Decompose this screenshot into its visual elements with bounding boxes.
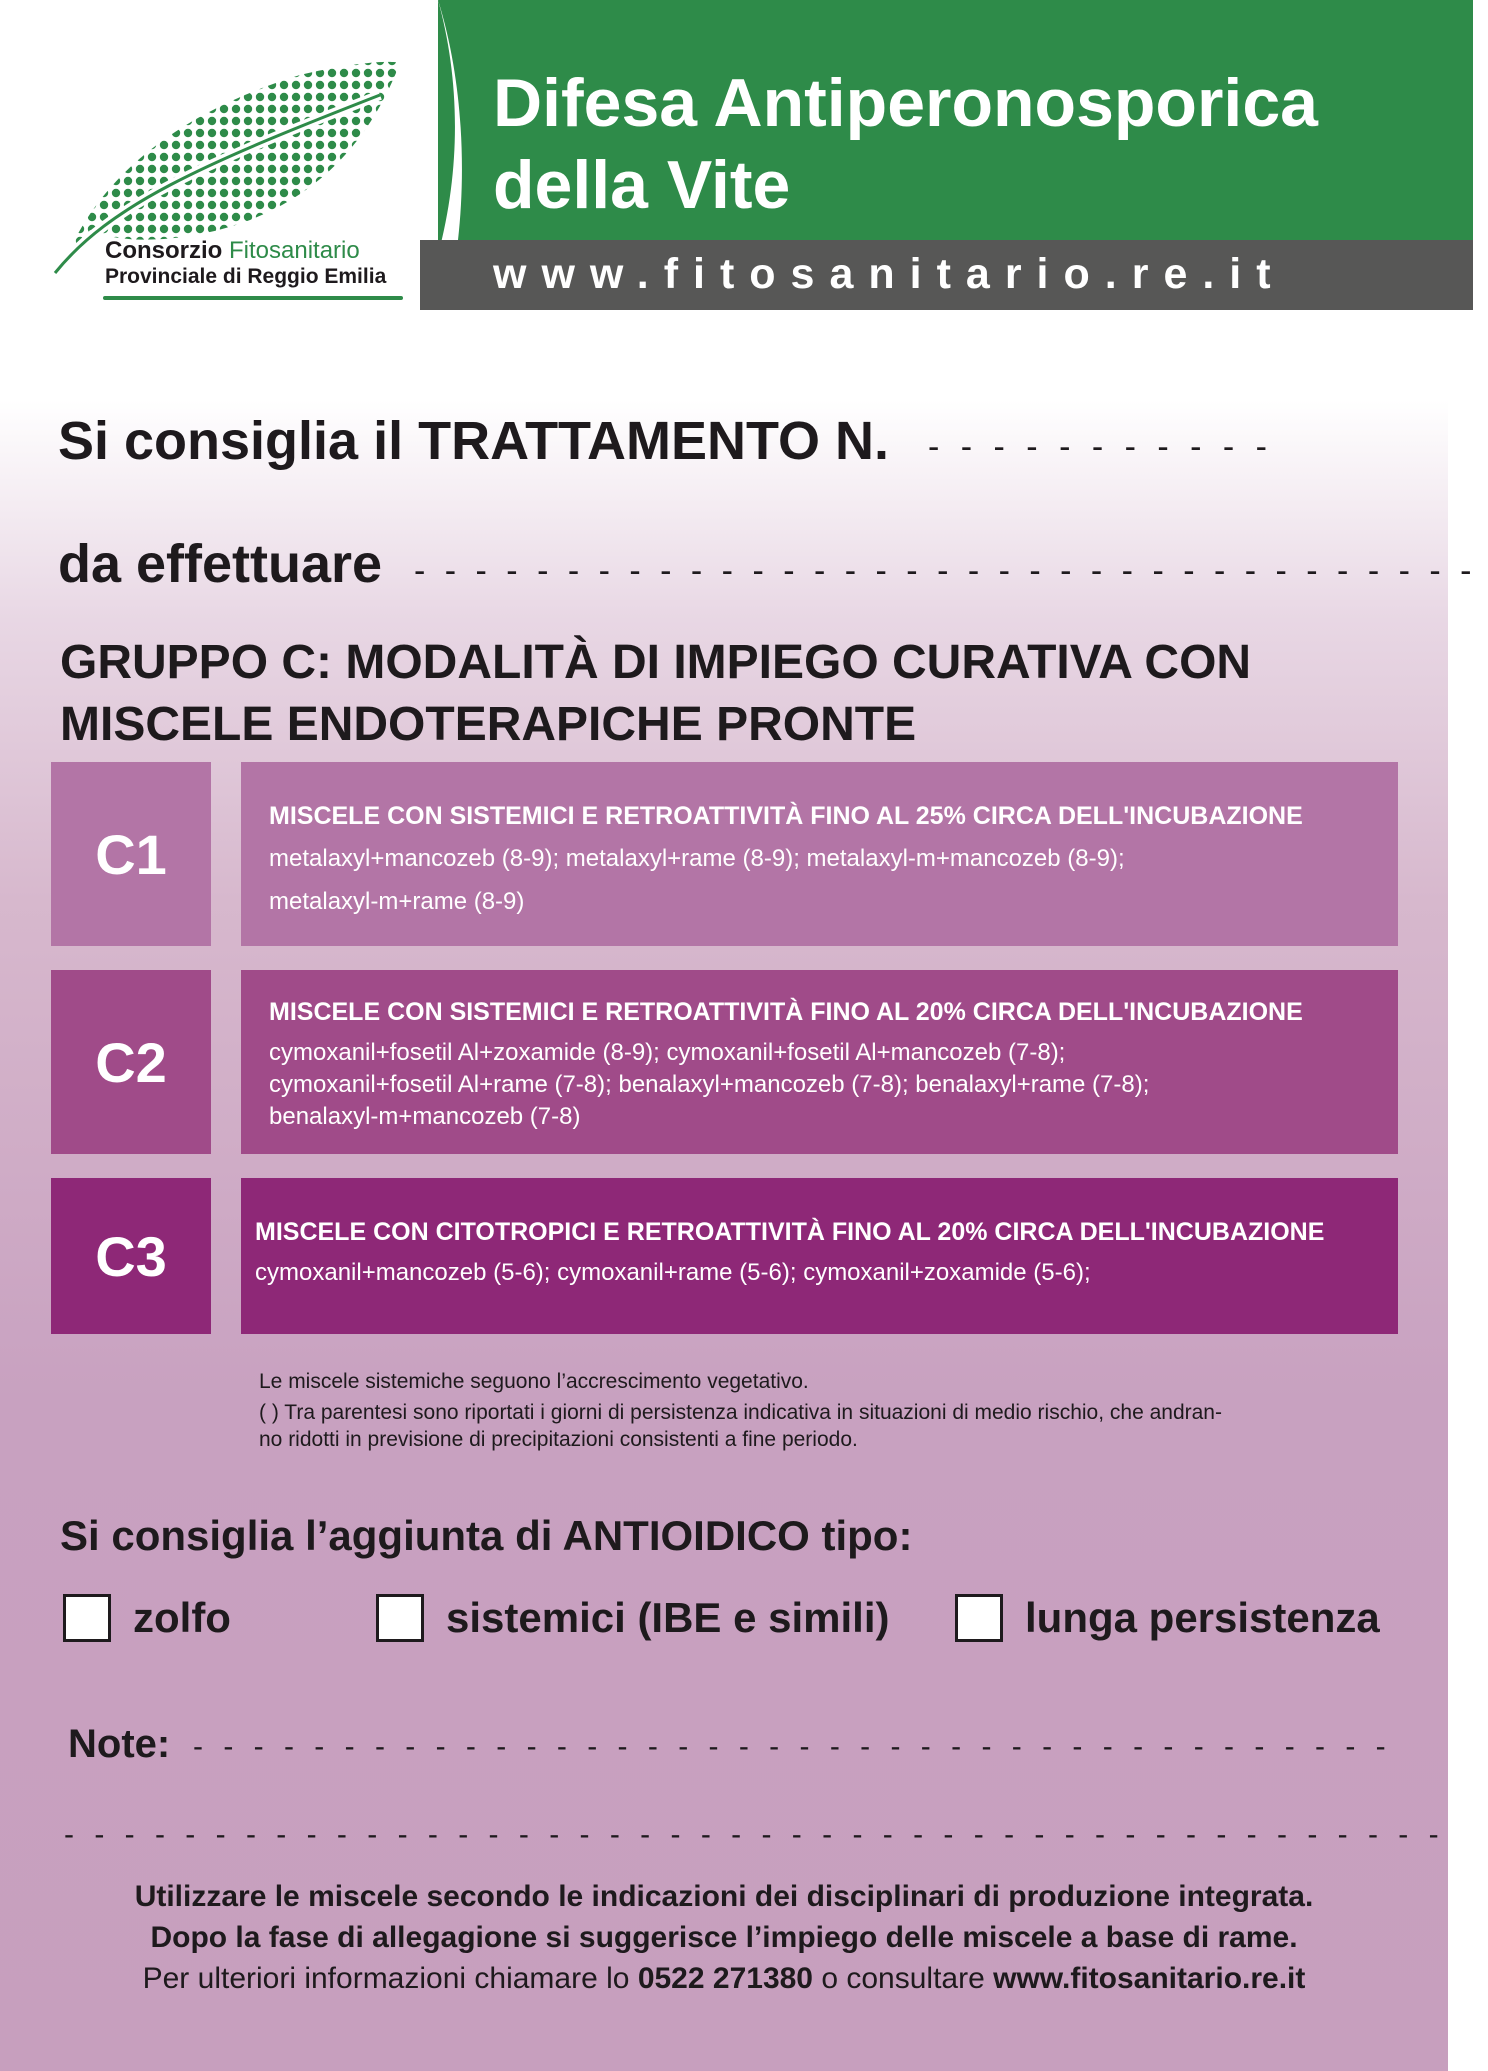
group-body-c1: metalaxyl+mancozeb (8-9); metalaxyl+rame (8-9); metalaxyl-m+mancozeb (8-9); metalaxyl-m+rame (8-9) — [269, 845, 1125, 915]
group-info-c2 — [241, 970, 1398, 1154]
group-body-c2: cymoxanil+fosetil Al+zoxamide (8-9); cymoxanil+fosetil Al+mancozeb (7-8); cymoxanil+fosetil Al+rame (7-8); benalaxyl+mancozeb (7-8); benalaxyl+rame (7-8); benalaxyl-m+mancozeb (7-8) — [269, 1039, 1150, 1130]
group-title-c2: MISCELE CON SISTEMICI E RETROATTIVITÀ FINO AL 20% CIRCA DELL'INCUBAZIONE — [269, 998, 1303, 1026]
group-code-c1: C1 — [51, 762, 211, 946]
sistemici-checkbox[interactable] — [376, 1594, 424, 1642]
footnotes: Le miscele sistemiche seguono l’accrescimento vegetativo. ( ) Tra parentesi sono riportati i giorni di persistenza indicativa in situazioni di medio rischio, che andran- no ridotti in previsione di precipitazioni consistenti a fine periodo. — [259, 1370, 1222, 1451]
group-code-c2: C2 — [51, 970, 211, 1154]
note-field-line2[interactable]: - - - - - - - - - - - - - - - - - - - - - - - - - - - - - - - - - - - - - - - - - - - - - - — [64, 1818, 1445, 1851]
lunga-persistenza-label: lunga persistenza — [1025, 1594, 1380, 1641]
option-sistemici[interactable] — [376, 1594, 890, 1642]
trattamento-label: Si consiglia il TRATTAMENTO N. — [58, 411, 890, 471]
sistemici-label: sistemici (IBE e simili) — [446, 1594, 890, 1641]
antioidico-heading: Si consiglia l’aggiunta di ANTIOIDICO tipo: — [60, 1512, 913, 1559]
note-field-line1[interactable]: - - - - - - - - - - - - - - - - - - - - - - - - - - - - - - - - - - - - - - - - — [193, 1730, 1392, 1763]
logo-text-line2: Provinciale di Reggio Emilia — [105, 265, 387, 288]
gruppo-heading: GRUPPO C: MODALITÀ DI IMPIEGO CURATIVA CON MISCELE ENDOTERAPICHE PRONTE — [60, 636, 1252, 751]
trattamento-number-field[interactable]: - - - - - - - - - - - — [928, 428, 1274, 466]
logo-text-line1: Consorzio Fitosanitario — [105, 237, 360, 264]
note-label: Note: — [68, 1722, 171, 1766]
header-url[interactable]: www.fitosanitario.re.it — [493, 250, 1286, 298]
consorzio-logo — [50, 55, 410, 315]
effettuare-label: da effettuare — [58, 534, 383, 594]
footer-line3: Per ulteriori informazioni chiamare lo 0522 271380 o consultare www.fitosanitario.re.it — [142, 1962, 1306, 1995]
group-title-c1: MISCELE CON SISTEMICI E RETROATTIVITÀ FINO AL 25% CIRCA DELL'INCUBAZIONE — [269, 802, 1303, 830]
footer-phone[interactable]: 0522 271380 — [637, 1962, 813, 1995]
group-code-c3: C3 — [51, 1178, 211, 1334]
effettuare-field[interactable]: - - - - - - - - - - - - - - - - - - - - - - - - - - - - - - - - - - - — [414, 552, 1477, 590]
logo-underline — [103, 296, 403, 300]
lunga-persistenza-checkbox[interactable] — [955, 1594, 1003, 1642]
option-lunga-persistenza[interactable] — [955, 1594, 1380, 1642]
group-info-c1 — [241, 762, 1398, 946]
footer-url[interactable]: www.fitosanitario.re.it — [993, 1962, 1306, 1995]
zolfo-checkbox[interactable] — [63, 1594, 111, 1642]
group-info-c3 — [241, 1178, 1398, 1334]
option-zolfo[interactable] — [63, 1594, 231, 1642]
group-title-c3: MISCELE CON CITOTROPICI E RETROATTIVITÀ FINO AL 20% CIRCA DELL'INCUBAZIONE — [255, 1218, 1325, 1246]
group-body-c3: cymoxanil+mancozeb (5-6); cymoxanil+rame (5-6); cymoxanil+zoxamide (5-6); — [255, 1259, 1091, 1286]
page-title: Difesa Antiperonosporica della Vite — [493, 65, 1318, 223]
zolfo-label: zolfo — [133, 1594, 231, 1641]
footer-line2: Dopo la fase di allegagione si suggerisce l’impiego delle miscele a base di rame. — [150, 1921, 1298, 1954]
footer — [0, 1876, 1448, 1999]
footer-line1: Utilizzare le miscele secondo le indicazioni dei disciplinari di produzione integrata. — [134, 1880, 1314, 1913]
